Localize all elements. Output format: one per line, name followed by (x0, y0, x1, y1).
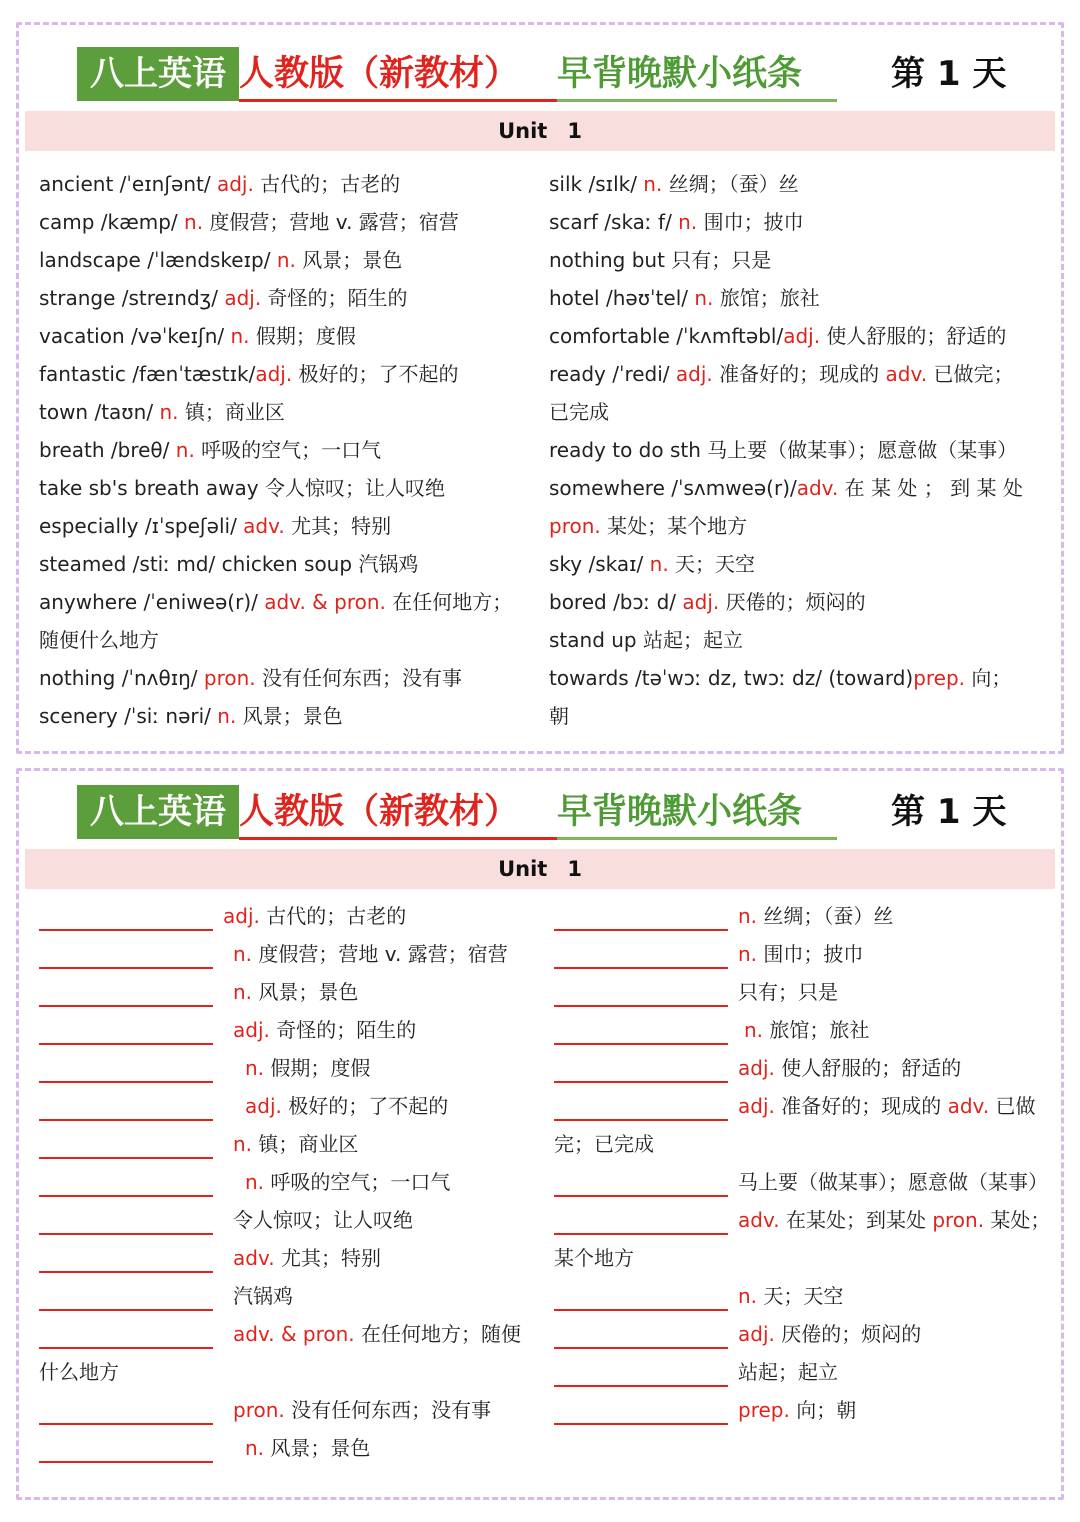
quiz-definition (744, 1017, 869, 1043)
quiz-meaning: 镇；商业区 (252, 1132, 359, 1156)
vocab-entry (549, 247, 1049, 273)
quiz-meaning: 已做 (989, 1094, 1036, 1118)
vocab-word: vacation /vəˈkeɪʃn/ (39, 324, 231, 348)
vocab-word: silk /sɪlk/ (549, 172, 644, 196)
vocab-word: anywhere /ˈeniweə(r)/ (39, 590, 265, 614)
quiz-definition (39, 1359, 119, 1385)
answer-blank[interactable] (39, 1423, 213, 1425)
quiz-meaning: 某处； (984, 1208, 1051, 1232)
vocab-entry (39, 323, 539, 349)
title-grade-badge: 八上英语 (77, 785, 239, 839)
part-of-speech: n. (184, 210, 204, 234)
vocab-entry (39, 437, 539, 463)
title-day: 第 1 天 (891, 792, 1007, 832)
part-of-speech: adj. (245, 1094, 282, 1118)
quiz-definition (738, 903, 893, 929)
part-of-speech: pron. (233, 1398, 285, 1422)
quiz-definition (738, 1207, 1050, 1233)
part-of-speech: n. (233, 1132, 253, 1156)
part-of-speech: adj. (783, 324, 821, 348)
vocab-entry (39, 399, 539, 425)
part-of-speech: n. (643, 172, 663, 196)
quiz-definition (233, 1207, 413, 1233)
vocab-meaning: 度假营；营地 v. 露营；宿营 (203, 210, 459, 234)
vocab-meaning: 镇；商业区 (178, 400, 285, 424)
part-of-speech: n. (738, 942, 758, 966)
part-of-speech: n. (245, 1436, 265, 1460)
answer-blank[interactable] (39, 1119, 213, 1121)
vocab-entry (39, 513, 539, 539)
quiz-meaning: 什么地方 (39, 1360, 119, 1384)
answer-blank[interactable] (39, 1309, 213, 1311)
vocab-word: steamed /stiː md/ chicken soup 汽锅鸡 (39, 552, 419, 576)
vocab-entry (549, 361, 1049, 387)
part-of-speech: adj. (682, 590, 720, 614)
quiz-definition (738, 941, 863, 967)
vocab-meaning: 奇怪的；陌生的 (261, 286, 408, 310)
part-of-speech: n. (233, 980, 253, 1004)
part-of-speech: pron. (932, 1208, 985, 1232)
vocab-meaning: 某处；某个地方 (600, 514, 748, 538)
answer-blank[interactable] (554, 1233, 728, 1235)
quiz-meaning: 极好的；了不起的 (281, 1094, 449, 1118)
vocab-entry (39, 361, 539, 387)
quiz-definition (738, 1093, 1036, 1119)
part-of-speech: adj. (223, 904, 260, 928)
part-of-speech: pron. (203, 666, 256, 690)
answer-blank[interactable] (39, 1271, 213, 1273)
vocab-entry (549, 703, 1049, 729)
vocab-entry (549, 285, 1049, 311)
quiz-definition (738, 1321, 921, 1347)
unit-label: Unit (498, 857, 548, 881)
quiz-meaning: 丝绸；（蚕）丝 (757, 904, 894, 928)
vocab-entry (39, 665, 539, 691)
vocab-meaning: 天；天空 (668, 552, 756, 576)
quiz-meaning: 围巾；披巾 (757, 942, 864, 966)
quiz-meaning: 使人舒服的；舒适的 (774, 1056, 962, 1080)
part-of-speech: adj. (738, 1094, 775, 1118)
quiz-definition (233, 1245, 381, 1271)
answer-blank[interactable] (39, 1081, 213, 1083)
quiz-definition (738, 1283, 843, 1309)
vocab-meaning: 呼吸的空气；一口气 (194, 438, 382, 462)
quiz-meaning: 呼吸的空气；一口气 (264, 1170, 451, 1194)
quiz-definition (738, 1359, 838, 1385)
part-of-speech: adv. (947, 1094, 990, 1118)
quiz-definition (738, 979, 838, 1005)
title-subtitle-underline (557, 837, 837, 840)
quiz-definition (233, 1131, 358, 1157)
quiz-meaning: 天；天空 (757, 1284, 844, 1308)
vocab-meaning: 在任何地方； (385, 590, 513, 614)
vocab-word: somewhere /ˈsʌmweə(r)/ (549, 476, 797, 500)
answer-blank[interactable] (554, 1005, 728, 1007)
quiz-definition (738, 1397, 856, 1423)
vocab-word: 随便什么地方 (39, 628, 159, 652)
vocab-entry (549, 171, 1049, 197)
vocab-entry (39, 209, 539, 235)
answer-blank[interactable] (39, 929, 213, 931)
vocab-meaning: 风景；景色 (236, 704, 343, 728)
part-of-speech: n. (678, 210, 698, 234)
quiz-definition (233, 979, 358, 1005)
quiz-definition (245, 1093, 448, 1119)
vocab-entry (549, 513, 1049, 539)
part-of-speech: n. (744, 1018, 764, 1042)
quiz-meaning: 站起；起立 (738, 1360, 838, 1384)
part-of-speech: pron. (549, 514, 601, 538)
part-of-speech: adv. (233, 1246, 275, 1270)
vocab-meaning: 向； (965, 666, 1012, 690)
quiz-definition (233, 1397, 491, 1423)
vocab-entry (39, 285, 539, 311)
vocab-word: stand up 站起；起立 (549, 628, 743, 652)
part-of-speech: prep. (913, 666, 966, 690)
vocab-meaning: 厌倦的；烦闷的 (719, 590, 866, 614)
vocab-word: scenery /ˈsiː nəri/ (39, 704, 218, 728)
answer-blank[interactable] (39, 1233, 213, 1235)
vocab-entry (549, 627, 1049, 653)
quiz-meaning: 尤其；特别 (274, 1246, 381, 1270)
part-of-speech: adj. (738, 1322, 775, 1346)
vocab-entry (549, 665, 1049, 691)
part-of-speech: adv. & pron. (233, 1322, 355, 1346)
title-edition: 人教版（新教材） (239, 792, 520, 832)
answer-blank[interactable] (554, 929, 728, 931)
vocab-meaning: 在 某 处 ； 到 某 处 (838, 476, 1023, 500)
part-of-speech: adj. (675, 362, 713, 386)
card-title (77, 783, 1017, 843)
vocab-entry (549, 323, 1049, 349)
quiz-meaning: 古代的；古老的 (259, 904, 407, 928)
vocab-meaning: 已做完； (927, 362, 1014, 386)
quiz-definition (223, 903, 406, 929)
quiz-meaning: 风景；景色 (252, 980, 359, 1004)
part-of-speech: n. (175, 438, 195, 462)
quiz-definition (738, 1055, 961, 1081)
vocab-meaning: 极好的；了不起的 (292, 362, 459, 386)
vocab-meaning: 假期；度假 (249, 324, 356, 348)
unit-number: 1 (567, 857, 582, 881)
quiz-meaning: 令人惊叹；让人叹绝 (233, 1208, 413, 1232)
study-card (16, 22, 1064, 754)
quiz-meaning: 风景；景色 (264, 1436, 371, 1460)
answer-blank[interactable] (39, 1347, 213, 1349)
part-of-speech: adv. (738, 1208, 780, 1232)
vocab-entry (549, 551, 1049, 577)
quiz-definition (233, 1283, 293, 1309)
answer-blank[interactable] (554, 1119, 728, 1121)
quiz-meaning: 汽锅鸡 (233, 1284, 293, 1308)
part-of-speech: n. (230, 324, 250, 348)
quiz-meaning: 在某处；到某处 (779, 1208, 933, 1232)
quiz-meaning: 旅馆；旅社 (763, 1018, 870, 1042)
vocab-meaning: 旅馆；旅社 (713, 286, 820, 310)
quiz-meaning: 奇怪的；陌生的 (269, 1018, 417, 1042)
unit-label: Unit (498, 119, 548, 143)
part-of-speech: adj. (255, 362, 293, 386)
vocab-word: landscape /ˈlændskeɪp/ (39, 248, 277, 272)
part-of-speech: n. (217, 704, 237, 728)
quiz-meaning: 完；已完成 (554, 1132, 654, 1156)
vocab-word: nothing /ˈnʌθɪŋ/ (39, 666, 204, 690)
part-of-speech: n. (233, 942, 253, 966)
vocab-word: fantastic /fænˈtæstɪk/ (39, 362, 256, 386)
part-of-speech: adj. (738, 1056, 775, 1080)
vocab-word: ready /ˈredi/ (549, 362, 676, 386)
part-of-speech: n. (738, 1284, 758, 1308)
quiz-card (16, 768, 1064, 1500)
part-of-speech: n. (738, 904, 758, 928)
answer-blank[interactable] (554, 1081, 728, 1083)
vocab-meaning: 尤其；特别 (284, 514, 392, 538)
quiz-meaning: 度假营；营地 v. 露营；宿营 (252, 942, 508, 966)
quiz-definition (233, 1321, 521, 1347)
title-subtitle: 早背晚默小纸条 (557, 792, 803, 832)
vocab-meaning: 丝绸；（蚕）丝 (662, 172, 799, 196)
quiz-meaning: 某个地方 (554, 1246, 634, 1270)
vocab-word: towards /təˈwɔː dz, twɔː dz/ (toward) (549, 666, 914, 690)
vocab-word: bored /bɔː d/ (549, 590, 683, 614)
unit-header (25, 849, 1055, 889)
answer-blank[interactable] (554, 967, 728, 969)
answer-blank[interactable] (39, 1195, 213, 1197)
quiz-definition (738, 1169, 1048, 1195)
part-of-speech: adj. (216, 172, 254, 196)
vocab-meaning: 围巾；披巾 (697, 210, 804, 234)
title-grade-badge: 八上英语 (77, 47, 239, 101)
vocab-entry (39, 475, 539, 501)
part-of-speech: n. (649, 552, 669, 576)
part-of-speech: adv. (885, 362, 928, 386)
vocab-entry (39, 627, 539, 653)
title-edition: 人教版（新教材） (239, 54, 520, 94)
vocab-word: sky /skaɪ/ (549, 552, 650, 576)
quiz-definition (554, 1131, 654, 1157)
title-edition-underline (239, 837, 557, 840)
vocab-word: nothing but 只有；只是 (549, 248, 772, 272)
vocab-meaning: 古代的；古老的 (253, 172, 401, 196)
vocab-entry (39, 551, 539, 577)
answer-blank[interactable] (554, 1423, 728, 1425)
part-of-speech: n. (276, 248, 296, 272)
vocab-word: 朝 (549, 704, 569, 728)
vocab-word: strange /streɪndʒ/ (39, 286, 225, 310)
quiz-definition (554, 1245, 634, 1271)
vocab-word: ancient /ˈeɪnʃənt/ (39, 172, 217, 196)
vocab-word: especially /ɪˈspeʃəli/ (39, 514, 244, 538)
part-of-speech: adj. (224, 286, 262, 310)
quiz-list-left (39, 901, 539, 1481)
quiz-definition (233, 941, 508, 967)
vocab-meaning: 没有任何东西；没有事 (255, 666, 463, 690)
quiz-list-right (554, 901, 1054, 1481)
quiz-meaning: 只有；只是 (738, 980, 838, 1004)
part-of-speech: adv. & pron. (264, 590, 386, 614)
answer-blank[interactable] (554, 1385, 728, 1387)
part-of-speech: n. (245, 1056, 265, 1080)
answer-blank[interactable] (39, 1157, 213, 1159)
part-of-speech: n. (694, 286, 714, 310)
vocab-word: ready to do sth 马上要（做某事）；愿意做（某事） (549, 438, 1018, 462)
vocab-entry (549, 399, 1049, 425)
vocab-meaning: 准备好的；现成的 (712, 362, 886, 386)
card-title (77, 45, 1017, 105)
vocab-entry (549, 209, 1049, 235)
vocab-word: town /taʊn/ (39, 400, 160, 424)
answer-blank[interactable] (39, 1043, 213, 1045)
part-of-speech: prep. (738, 1398, 790, 1422)
answer-blank[interactable] (554, 1043, 728, 1045)
vocab-word: 已完成 (549, 400, 609, 424)
quiz-meaning: 向；朝 (789, 1398, 857, 1422)
quiz-meaning: 没有任何东西；没有事 (284, 1398, 492, 1422)
vocab-meaning: 使人舒服的；舒适的 (820, 324, 1007, 348)
quiz-definition (245, 1169, 450, 1195)
title-edition-underline (239, 99, 557, 102)
answer-blank[interactable] (39, 967, 213, 969)
part-of-speech: adj. (233, 1018, 270, 1042)
vocab-entry (549, 437, 1049, 463)
title-subtitle-underline (557, 99, 837, 102)
quiz-meaning: 准备好的；现成的 (774, 1094, 948, 1118)
vocab-word: hotel /həʊˈtel/ (549, 286, 695, 310)
quiz-meaning: 假期；度假 (264, 1056, 371, 1080)
part-of-speech: adv. (796, 476, 839, 500)
vocab-entry (39, 589, 539, 615)
answer-blank[interactable] (39, 1461, 213, 1463)
vocab-entry (39, 171, 539, 197)
title-day: 第 1 天 (891, 54, 1007, 94)
vocab-meaning: 风景；景色 (295, 248, 403, 272)
answer-blank[interactable] (39, 1005, 213, 1007)
vocab-entry (549, 475, 1049, 501)
answer-blank[interactable] (554, 1309, 728, 1311)
quiz-definition (233, 1017, 416, 1043)
vocab-entry (39, 247, 539, 273)
quiz-meaning: 马上要（做某事）；愿意做（某事） (738, 1170, 1048, 1194)
vocab-entry (549, 589, 1049, 615)
vocab-word: breath /breθ/ (39, 438, 176, 462)
unit-header (25, 111, 1055, 151)
vocab-word: scarf /skaː f/ (549, 210, 679, 234)
quiz-definition (245, 1055, 370, 1081)
unit-number: 1 (567, 119, 582, 143)
quiz-meaning: 厌倦的；烦闷的 (774, 1322, 922, 1346)
part-of-speech: n. (245, 1170, 265, 1194)
title-subtitle: 早背晚默小纸条 (557, 54, 803, 94)
vocab-word: camp /kæmp/ (39, 210, 185, 234)
quiz-definition (245, 1435, 370, 1461)
vocab-word: take sb's breath away 令人惊叹；让人叹绝 (39, 476, 445, 500)
answer-blank[interactable] (554, 1347, 728, 1349)
part-of-speech: n. (159, 400, 179, 424)
part-of-speech: adv. (243, 514, 285, 538)
vocab-entry (39, 703, 539, 729)
vocab-word: comfortable /ˈkʌmftəbl/ (549, 324, 784, 348)
answer-blank[interactable] (554, 1195, 728, 1197)
quiz-meaning: 在任何地方；随便 (354, 1322, 522, 1346)
